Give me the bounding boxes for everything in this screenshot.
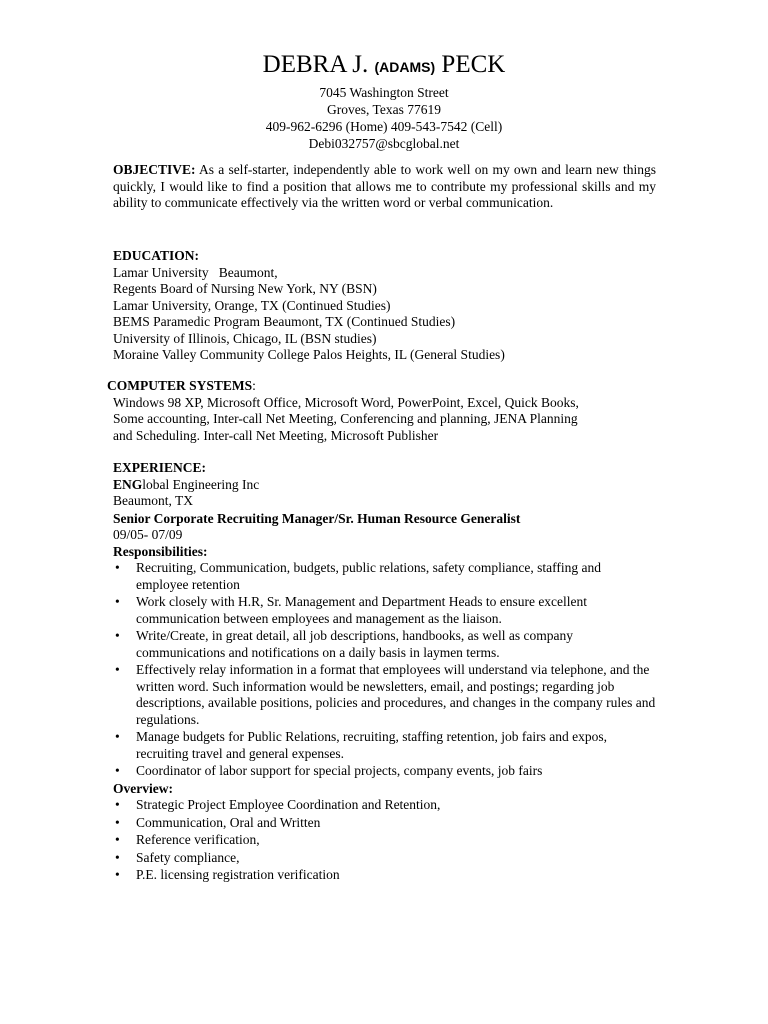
company-location: Beaumont, TX [113,493,193,508]
overview-text: Safety compliance, [136,849,240,865]
applicant-name [0,50,768,82]
education-item: University of Illinois, Chicago, IL (BSN studies) [113,330,377,346]
list-item [113,594,656,627]
computer-systems-body [107,395,667,445]
list-item [113,729,656,762]
company-name-rest: lobal Engineering Inc [142,476,260,492]
bullet-icon: • [115,797,120,812]
email-address: Debi032757@sbcglobal.net [308,136,460,151]
name-middle: (ADAMS) [374,59,436,75]
bullet-icon: • [115,628,120,643]
objective-heading: OBJECTIVE: [113,162,196,177]
computer-systems-line: and Scheduling. Inter-call Net Meeting, Microsoft Publisher [113,427,439,443]
city-state-zip: Groves, Texas 77619 [327,102,441,117]
list-item [113,662,656,728]
list-item [113,628,656,661]
responsibility-text: Work closely with H.R, Sr. Management and Department Heads to ensure excellent communication between employees and management as the liaison. [136,594,588,626]
responsibility-text: Write/Create, in great detail, all job descriptions, handbooks, as well as company communications and notifications on a daily basis in laymen terms. [136,628,573,660]
list-item [113,832,656,849]
bullet-icon: • [115,849,120,865]
experience-section [113,460,673,885]
list-item [113,560,656,593]
education-item: Lamar University Beaumont, [113,264,278,280]
bullet-icon: • [115,560,120,575]
education-item: BEMS Paramedic Program Beaumont, TX (Continued Studies) [113,314,456,329]
phone-numbers: 409-962-6296 (Home) 409-543-7542 (Cell) [265,119,503,134]
objective-text: As a self-starter, independently able to work well on my own and learn new things quickly, I would like to find a position that allows me to contribute my professional skills and my ability to communicate effectively via the written word or verbal communication. [113,162,657,210]
responsibility-text: Coordinator of labor support for special projects, company events, job fairs [136,763,543,778]
responsibilities-heading: Responsibilities: [113,543,208,559]
company-name-bold: ENG [113,476,143,492]
list-item [113,850,656,867]
education-item: Lamar University, Orange, TX (Continued Studies) [113,297,391,313]
education-item: Regents Board of Nursing New York, NY (BSN) [113,281,377,296]
responsibility-text: Manage budgets for Public Relations, recruiting, staffing retention, job fairs and expos, recruiting travel and general expenses. [136,729,608,761]
overview-heading: Overview: [113,780,173,796]
list-item [113,815,656,832]
bullet-icon: • [115,763,120,778]
responsibility-text: Recruiting, Communication, budgets, public relations, safety compliance, staffing and employee retention [136,560,602,592]
education-item: Moraine Valley Community College Palos Heights, IL (General Studies) [113,347,505,362]
bullet-icon: • [115,662,120,677]
responsibilities-list [113,560,673,780]
experience-heading: EXPERIENCE: [113,460,207,475]
bullet-icon: • [115,729,120,744]
overview-list [113,797,673,884]
computer-systems-heading [107,378,667,395]
resume-header [0,50,768,152]
bullet-icon: • [115,594,120,609]
bullet-icon: • [115,867,120,882]
overview-text: Reference verification, [136,832,260,847]
computer-systems-colon: : [252,378,256,393]
responsibility-text: Effectively relay information in a format that employees will understand via telephone, and the written word. Such information would be newsletters, email, and postings; regarding job descriptions, available positions, policies and procedures, and changes in the company rules and regulations. [136,662,656,727]
list-item [113,867,656,884]
job-dates: 09/05- 07/09 [113,527,183,542]
bullet-icon: • [115,832,120,847]
overview-text: Communication, Oral and Written [136,814,321,830]
objective-section [113,162,656,212]
overview-text: P.E. licensing registration verification [136,867,340,882]
computer-systems-section [107,378,667,444]
list-item [113,763,656,780]
name-first: DEBRA J. [262,51,369,78]
name-last: PECK [441,51,506,78]
list-item [113,797,656,814]
job-title: Senior Corporate Recruiting Manager/Sr. Human Resource Generalist [113,510,521,526]
education-section [113,248,673,364]
computer-systems-label: COMPUTER SYSTEMS [107,378,253,393]
computer-systems-line: Windows 98 XP, Microsoft Office, Microsoft Word, PowerPoint, Excel, Quick Books, [113,394,579,410]
street-address: 7045 Washington Street [319,85,449,100]
education-heading: EDUCATION: [113,248,200,263]
overview-text: Strategic Project Employee Coordination and Retention, [136,797,441,812]
bullet-icon: • [115,814,120,830]
computer-systems-line: Some accounting, Inter-call Net Meeting, Conferencing and planning, JENA Planning [113,411,578,426]
company-name [113,477,673,494]
